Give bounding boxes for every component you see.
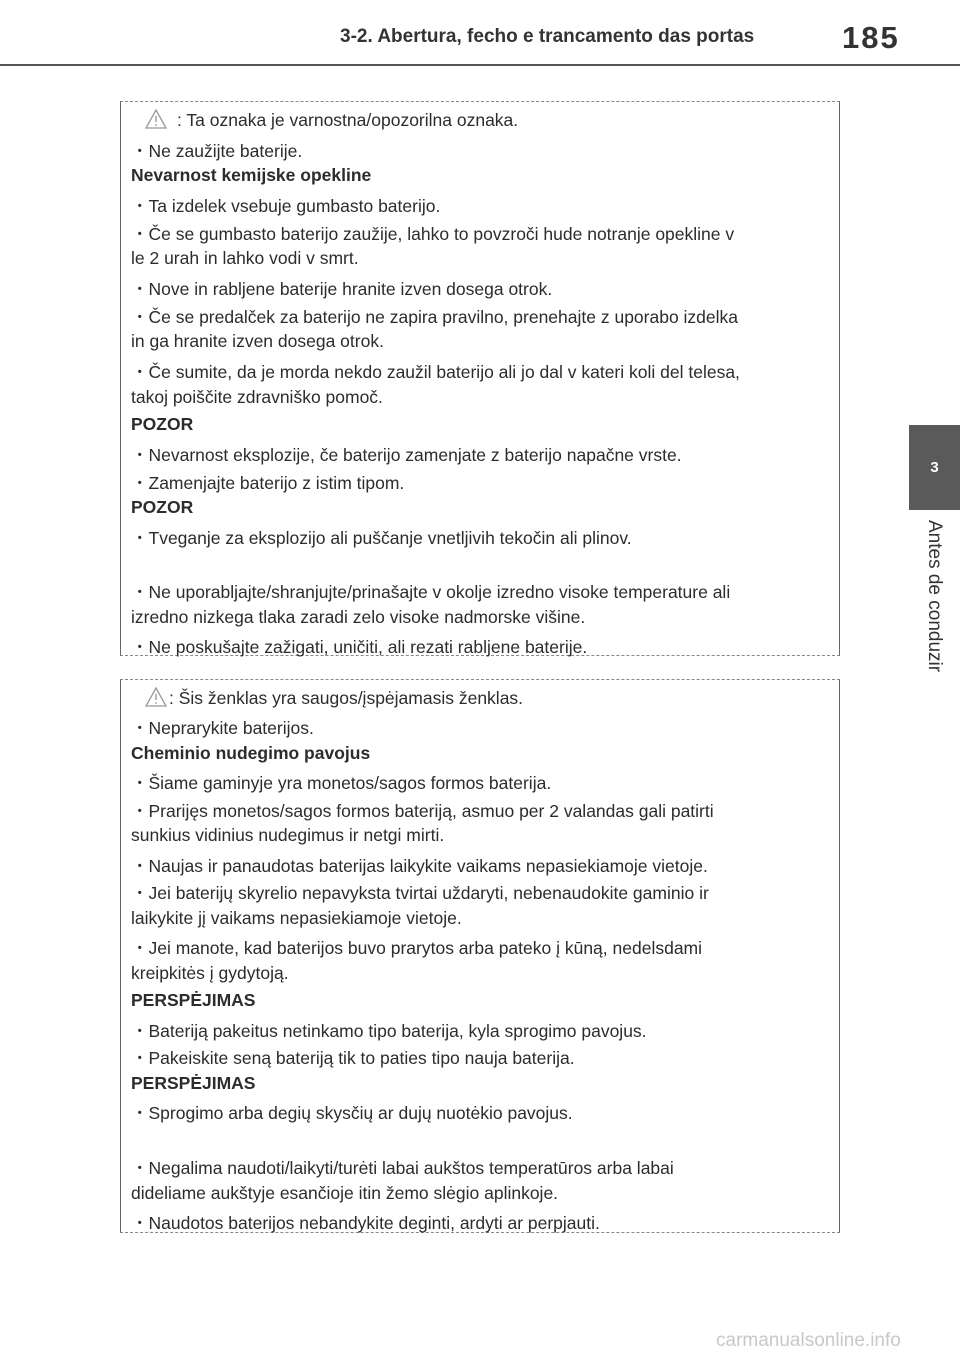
text-line: izredno nizkega tlaka zaradi zelo visoke nadmorske višine. (131, 607, 586, 627)
subheading: POZOR (131, 414, 194, 434)
text-line: ・Tveganje za eksplozijo ali puščanje vnetljivih tekočin ali plinov. (131, 528, 632, 548)
text-line: ・Če sumite, da je morda nekdo zaužil baterijo ali jo dal v kateri koli del telesa, (131, 362, 740, 382)
text-line: ・Naujas ir panaudotas baterijas laikykite vaikams nepasiekiamoje vietoje. (131, 856, 708, 876)
page-number: 185 (842, 20, 900, 55)
subheading: Cheminio nudegimo pavojus (131, 743, 371, 763)
text-line: laikykite jį vaikams nepasiekiamoje vietoje. (131, 908, 462, 928)
text-line: ・Bateriją pakeitus netinkamo tipo baterija, kyla sprogimo pavojus. (131, 1021, 647, 1041)
text-line: ・Pakeiskite seną bateriją tik to paties tipo nauja baterija. (131, 1048, 575, 1068)
text-line: in ga hranite izven dosega otrok. (131, 331, 384, 351)
subheading: PERSPĖJIMAS (131, 990, 256, 1010)
text-line: ・Negalima naudoti/laikyti/turėti labai aukštos temperatūros arba labai (131, 1158, 674, 1178)
warning-heading: : Ta oznaka je varnostna/opozorilna oznaka. (131, 109, 518, 131)
text-line: ・Ne zaužijte baterije. (131, 141, 303, 161)
text-line: ・Ne uporabljajte/shranjujte/prinašajte v okolje izredno visoke temperature ali (131, 582, 731, 602)
text-line: ・Ta izdelek vsebuje gumbasto baterijo. (131, 196, 441, 216)
text-line: ・Sprogimo arba degių skysčių ar dujų nuotėkio pavojus. (131, 1103, 573, 1123)
chapter-number: 3 (930, 459, 939, 476)
text-line: ・Neprarykite baterijos. (131, 718, 314, 738)
text-line: ・Naudotos baterijos nebandykite deginti, ardyti ar perpjauti. (131, 1213, 600, 1233)
warning-heading: : Šis ženklas yra saugos/įspėjamasis ženklas. (131, 687, 523, 709)
text-line: ・Jei manote, kad baterijos buvo prarytos arba pateko į kūną, nedelsdami (131, 938, 703, 958)
warning-box-lithuanian (120, 679, 840, 1233)
text-line: ・Nove in rabljene baterije hranite izven dosega otrok. (131, 279, 553, 299)
warning-box-slovenian (120, 101, 840, 656)
text-line: dideliame aukštyje esančioje itin žemo slėgio aplinkoje. (131, 1183, 559, 1203)
subheading: Nevarnost kemijske opekline (131, 165, 372, 185)
text-line: ・Če se predalček za baterijo ne zapira pravilno, prenehajte z uporabo izdelka (131, 307, 739, 327)
warning-triangle-icon (145, 687, 167, 707)
chapter-tab (909, 425, 960, 510)
text-line: ・Prarijęs monetos/sagos formos bateriją, asmuo per 2 valandas gali patirti (131, 801, 714, 821)
text-line: ・Šiame gaminyje yra monetos/sagos formos baterija. (131, 773, 552, 793)
header-rule (0, 64, 960, 66)
text-line: ・Ne poskušajte zažigati, uničiti, ali rezati rabljene baterije. (131, 637, 588, 657)
watermark: carmanualsonline.info (716, 1330, 901, 1351)
text-line: ・Če se gumbasto baterijo zaužije, lahko to povzroči hude notranje opekline v (131, 224, 735, 244)
subheading: POZOR (131, 497, 194, 517)
text-line: sunkius vidinius nudegimus ir netgi mirti. (131, 825, 445, 845)
section-title: 3-2. Abertura, fecho e trancamento das portas (340, 26, 755, 47)
text-line: ・Zamenjajte baterijo z istim tipom. (131, 473, 405, 493)
text-line: ・Nevarnost eksplozije, če baterijo zamenjate z baterijo napačne vrste. (131, 445, 682, 465)
text-line: ・Jei baterijų skyrelio nepavyksta tvirtai uždaryti, nebenaudokite gaminio ir (131, 883, 709, 903)
warning-triangle-icon (145, 109, 167, 129)
text-line: le 2 urah in lahko vodi v smrt. (131, 248, 359, 268)
text-line: kreipkitės į gydytoją. (131, 963, 289, 983)
subheading: PERSPĖJIMAS (131, 1073, 256, 1093)
text-line: takoj poiščite zdravniško pomoč. (131, 387, 383, 407)
chapter-label: Antes de conduzir (924, 520, 945, 673)
